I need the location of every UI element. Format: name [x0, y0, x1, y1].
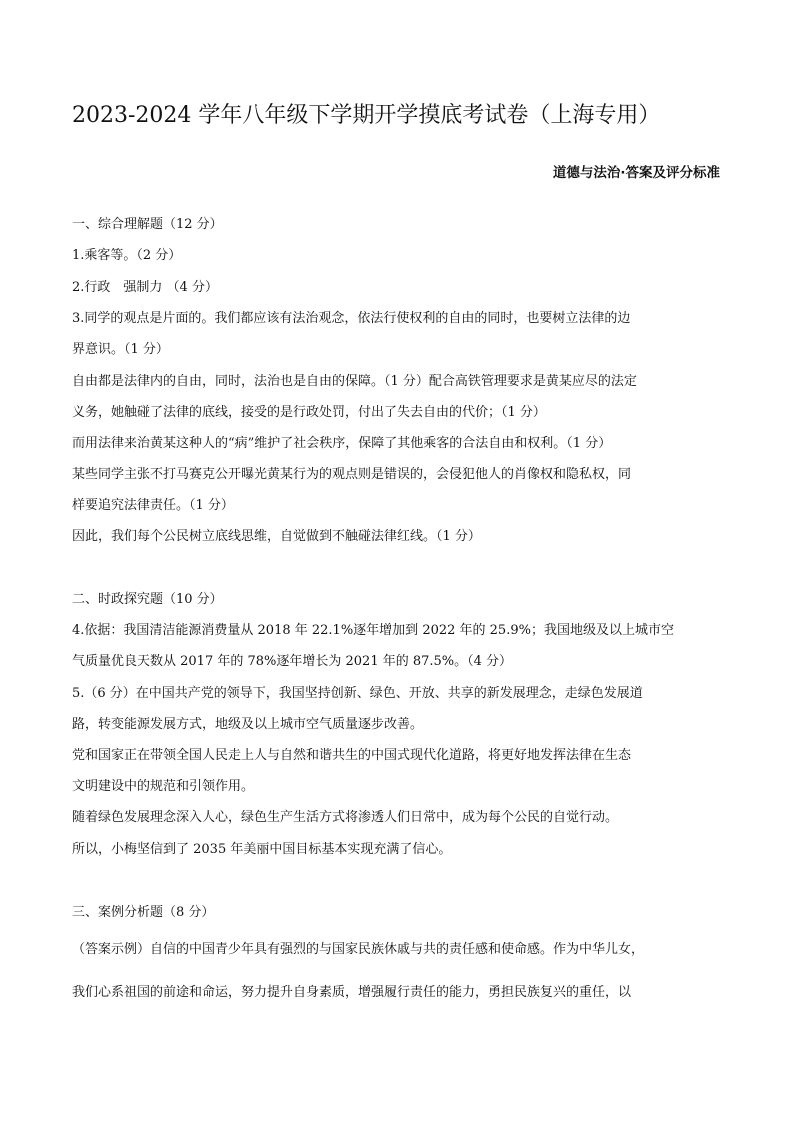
- answer-line: 1.乘客等。（2 分）: [72, 248, 182, 263]
- answer-line: 党和国家正在带领全国人民走上人与自然和谐共生的中国式现代化道路，将更好地发挥法律在生态: [72, 748, 632, 763]
- section-heading-2: 二、时政探究题（10 分）: [72, 592, 223, 607]
- answer-line: 样要追究法律责任。（1 分）: [72, 498, 234, 513]
- answer-line: 我们心系祖国的前途和命运，努力提升自身素质，增强履行责任的能力，勇担民族复兴的重任，以: [72, 985, 632, 1000]
- document-subtitle: 道德与法治·答案及评分标准: [552, 165, 720, 181]
- answer-line: 义务，她触碰了法律的底线，接受的是行政处罚，付出了失去自由的代价；（1 分）: [72, 405, 546, 420]
- answer-line: 文明建设中的规范和引领作用。: [72, 779, 255, 794]
- answer-line: 3.同学的观点是片面的。我们都应该有法治观念，依法行使权利的自由的同时，也要树立法律的边: [72, 311, 631, 326]
- answer-line: 2.行政 强制力 （4 分）: [72, 280, 218, 295]
- answer-line: 因此，我们每个公民树立底线思维，自觉做到不触碰法律红线。（1 分）: [72, 529, 481, 544]
- answer-line: 某些同学主张不打马赛克公开曝光黄某行为的观点则是错误的，会侵犯他人的肖像权和隐私权，同: [72, 467, 632, 482]
- document-title: 2023-2024 学年八年级下学期开学摸底考试卷（上海专用）: [72, 103, 661, 128]
- answer-line: 4.依据：我国清洁能源消费量从 2018 年 22.1%逐年增加到 2022 年的 25.9%；我国地级及以上城市空: [72, 623, 674, 638]
- answer-line: 而用法律来治黄某这种人的“病”维护了社会秩序，保障了其他乘客的合法自由和权利。（1 分）: [72, 436, 612, 451]
- section-heading-1: 一、综合理解题（12 分）: [72, 217, 223, 232]
- section-heading-3: 三、案例分析题（8 分）: [72, 905, 215, 920]
- answer-line: 随着绿色发展理念深入人心，绿色生产生活方式将渗透人们日常中，成为每个公民的自觉行动。: [72, 810, 619, 825]
- answer-line: 界意识。（1 分）: [72, 342, 169, 357]
- answer-line: 自由都是法律内的自由，同时，法治也是自由的保障。（1 分）配合高铁管理要求是黄某应尽的法定: [72, 374, 637, 389]
- answer-line: （答案示例）自信的中国青少年具有强烈的与国家民族休戚与共的责任感和使命感。作为中华儿女，: [72, 942, 645, 957]
- answer-line: 5.（6 分）在中国共产党的领导下，我国坚持创新、绿色、开放、共享的新发展理念，走绿色发展道: [72, 686, 643, 701]
- answer-line: 所以，小梅坚信到了 2035 年美丽中国目标基本实现充满了信心。: [72, 842, 452, 857]
- answer-line: 路，转变能源发展方式，地级及以上城市空气质量逐步改善。: [72, 717, 424, 732]
- answer-line: 气质量优良天数从 2017 年的 78%逐年增长为 2021 年的 87.5%。（4 分）: [72, 654, 513, 669]
